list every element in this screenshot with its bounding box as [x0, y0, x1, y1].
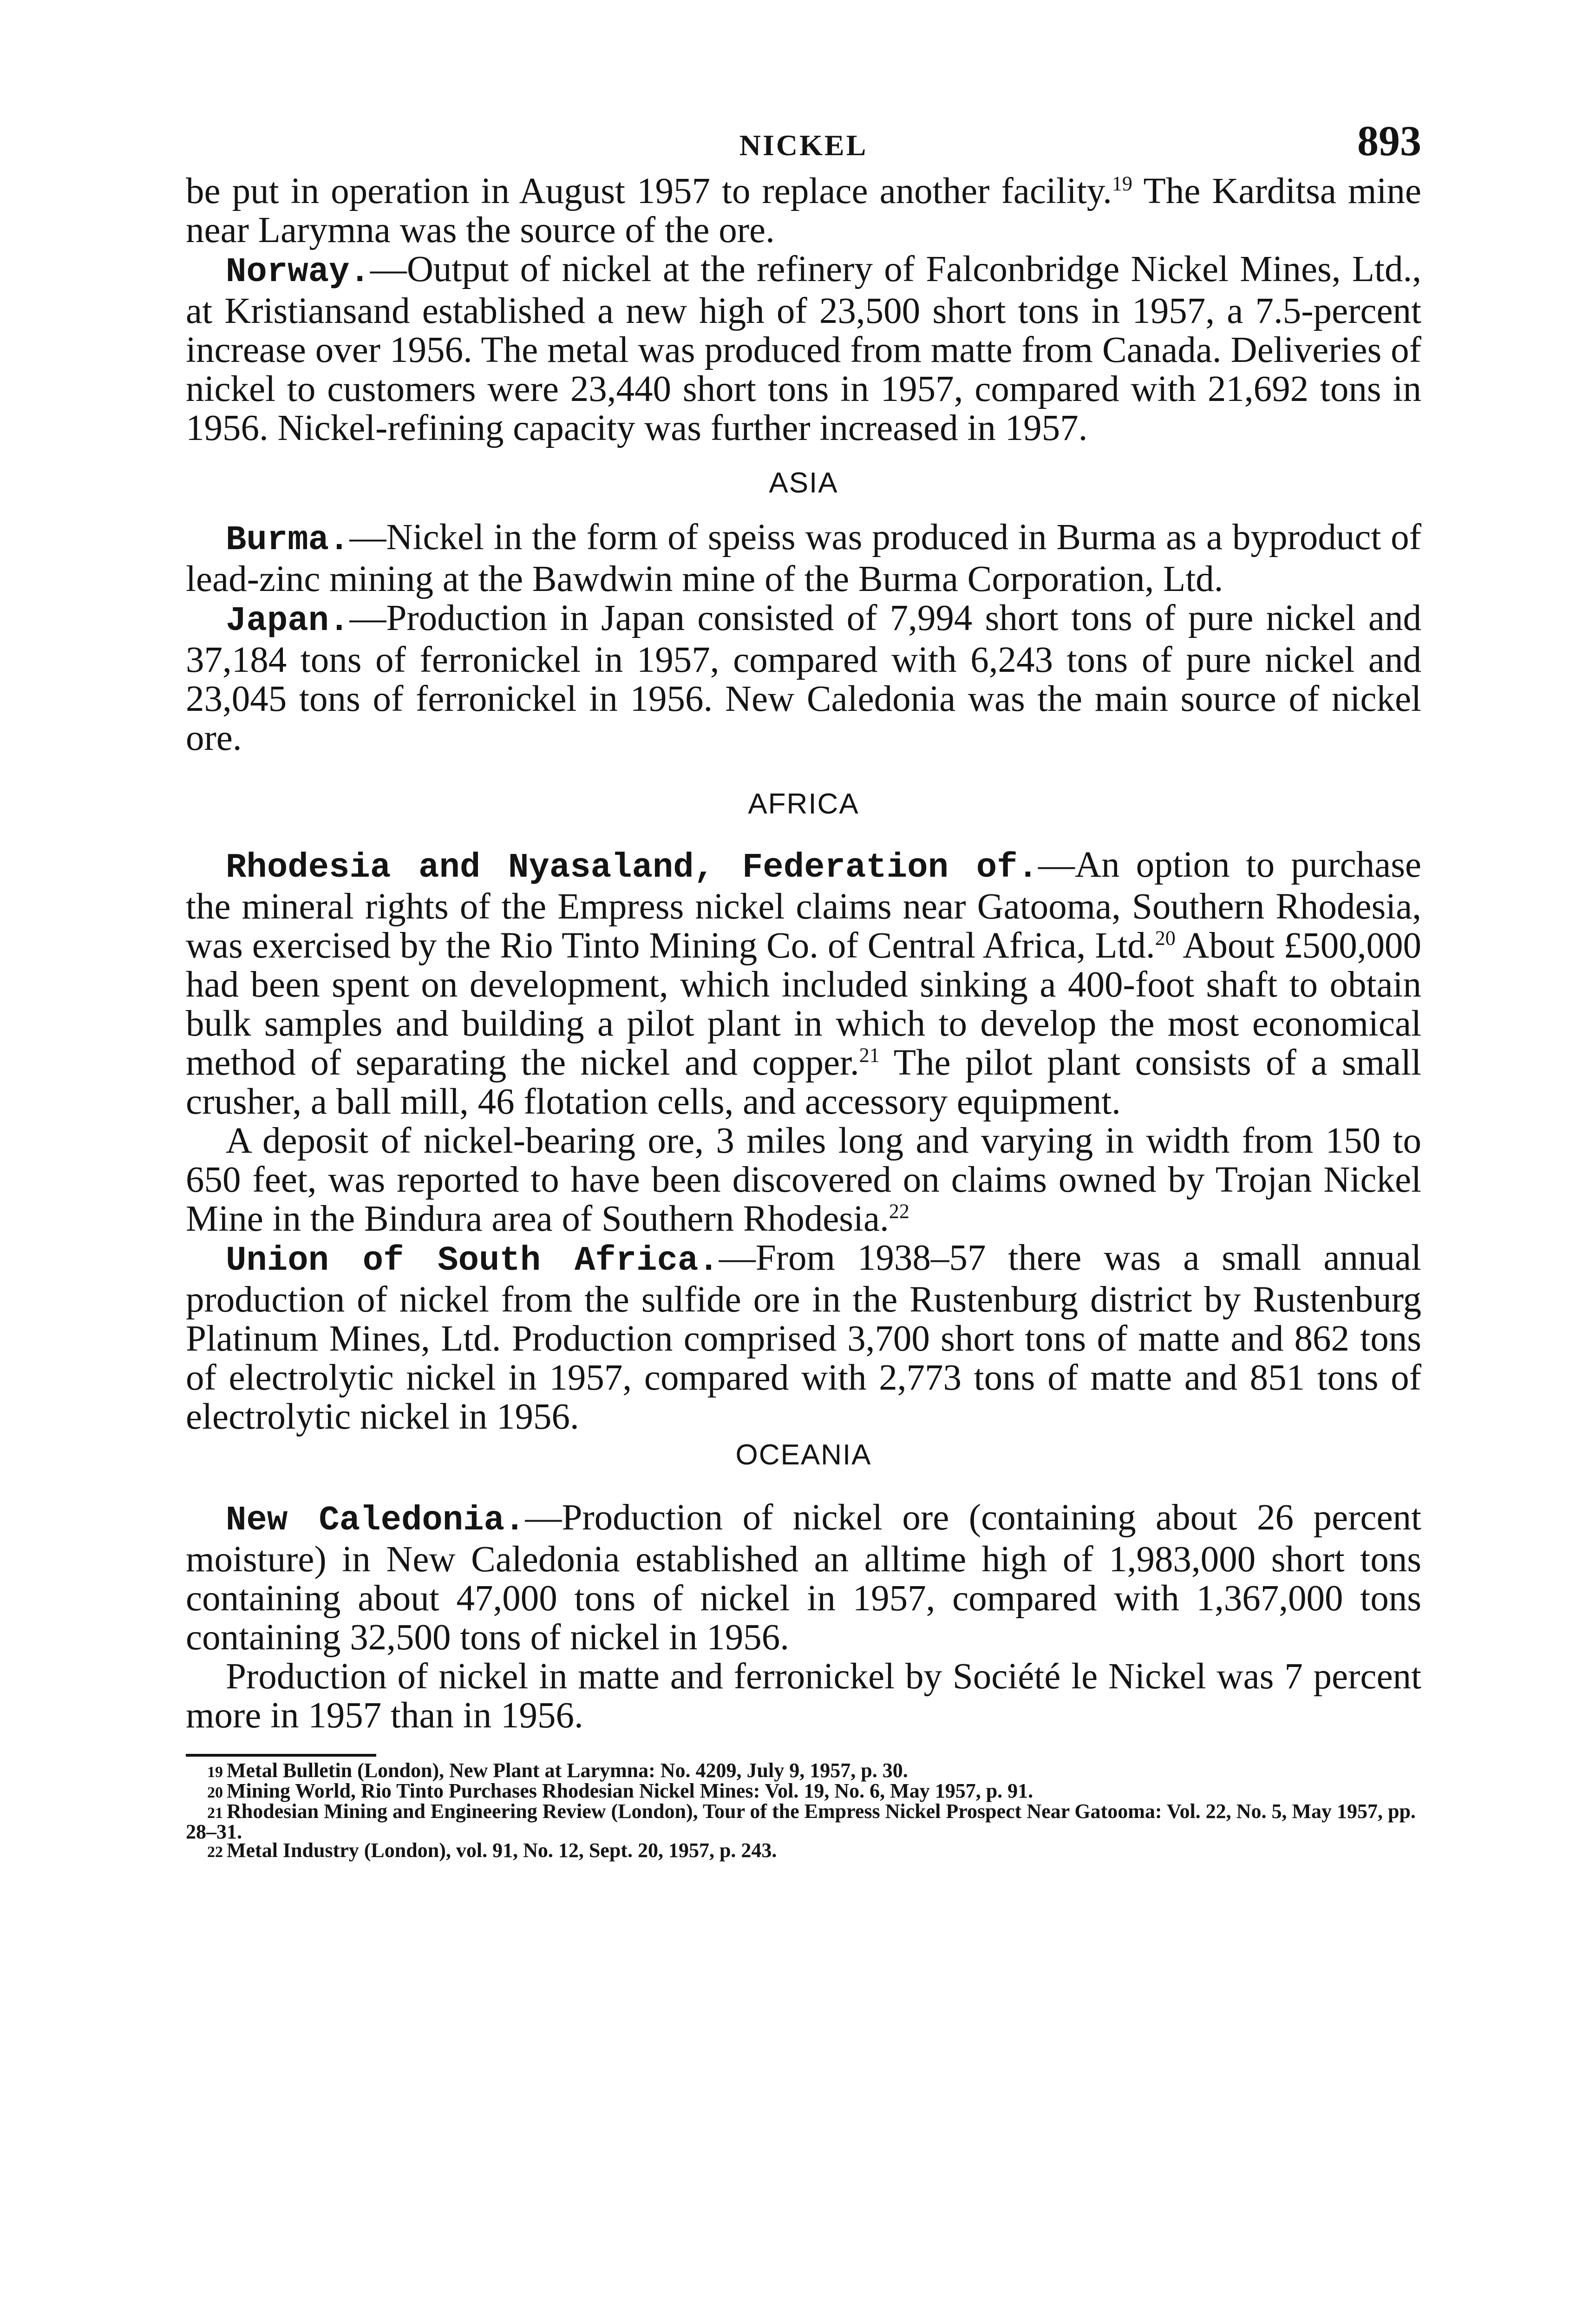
burma-text: —Nickel in the form of speiss was produced in Burma as a byproduct of lead-zinc mining at the Bawdwin mine of the Burma Corporation, Ltd.	[186, 517, 1421, 599]
rhodesia-text-2: About £500,000 had been spent on development, which included sinking a 400-foot shaft to obtain bulk samples and building a pilot plant in which to develop the most economical method of separating the nickel and copper.	[186, 925, 1421, 1083]
japan-paragraph	[186, 599, 1421, 758]
footnote-text: Metal Bulletin (London), New Plant at Larymna: No. 4209, July 9, 1957, p. 30.	[227, 1759, 908, 1782]
footnote-text: Metal Industry (London), vol. 91, No. 12, Sept. 20, 1957, p. 243.	[227, 1839, 777, 1862]
footnote-number: 21	[207, 1805, 223, 1822]
new-caledonia-paragraph	[186, 1498, 1421, 1657]
page-number: 893	[1357, 117, 1421, 164]
rhodesia-paragraph	[186, 846, 1421, 1122]
rhodesia-text-3: The pilot plant consists of a small crusher, a ball mill, 46 flotation cells, and accessory equipment.	[186, 1043, 1422, 1122]
footnote-ref-19[interactable]: 19	[1112, 172, 1132, 195]
running-header	[186, 116, 1421, 172]
intro-text-1: be put in operation in August 1957 to replace another facility.	[186, 171, 1112, 211]
intro-text-2: The Karditsa mine near Larymna was the source of the ore.	[186, 171, 1422, 250]
footnote-number: 19	[207, 1764, 223, 1781]
intro-paragraph	[186, 172, 1421, 250]
norway-paragraph	[186, 250, 1421, 448]
footnote-21	[186, 1802, 1421, 1841]
running-title: NICKEL	[739, 129, 868, 162]
footnote-22	[186, 1841, 1421, 1862]
south-africa-paragraph	[186, 1239, 1421, 1437]
new-caledonia-runin-heading: New Caledonia.	[226, 1501, 525, 1540]
footnote-20	[186, 1779, 1421, 1802]
south-africa-text: —From 1938–57 there was a small annual production of nickel from the sulfide ore in the Rustenburg district by Rustenburg Platinum Mines, Ltd. Production comprised 3,700 short tons of matte and 862 tons of electrolytic nickel in 1957, compared with 2,773 tons of matte and 851 tons of electrolytic nickel in 1956.	[186, 1238, 1421, 1437]
footnote-ref-22[interactable]: 22	[889, 1200, 909, 1223]
section-heading-africa: AFRICA	[748, 788, 859, 820]
footnote-text: Mining World, Rio Tinto Purchases Rhodesian Nickel Mines: Vol. 19, No. 6, May 1957, p. 91.	[227, 1779, 1033, 1802]
burma-paragraph	[186, 518, 1421, 599]
norway-runin-heading: Norway.	[226, 253, 370, 292]
section-heading-oceania: OCEANIA	[735, 1439, 872, 1471]
footnote-ref-20[interactable]: 20	[1155, 926, 1176, 950]
section-heading-asia: ASIA	[769, 467, 838, 499]
footnote-text: Rhodesian Mining and Engineering Review (London), Tour of the Empress Nickel Prospect Near Gatooma: Vol. 22, No. 5, May 1957, pp. 28–31.	[186, 1800, 1416, 1843]
footnotes	[186, 1761, 1421, 1862]
footnote-number: 22	[207, 1844, 223, 1861]
matte-paragraph: Production of nickel in matte and ferronickel by Société le Nickel was 7 percent more in 1957 than in 1956.	[186, 1656, 1421, 1736]
japan-runin-heading: Japan.	[226, 602, 350, 641]
burma-runin-heading: Burma.	[226, 521, 350, 560]
new-caledonia-text: —Production of nickel ore (containing about 26 percent moisture) in New Caledonia established an alltime high of 1,983,000 short tons containing about 47,000 tons of nickel in 1957, compared with 1,367,000 tons containing 32,500 tons of nickel in 1956.	[186, 1497, 1421, 1658]
norway-text: —Output of nickel at the refinery of Falconbridge Nickel Mines, Ltd., at Kristiansand established a new high of 23,500 short tons in 1957, a 7.5-percent increase over 1956. The metal was produced from matte from Canada. Deliveries of nickel to customers were 23,440 short tons in 1957, compared with 21,692 tons in 1956. Nickel-refining capacity was further increased in 1957.	[186, 249, 1421, 448]
japan-text: —Production in Japan consisted of 7,994 short tons of pure nickel and 37,184 tons of ferronickel in 1957, compared with 6,243 tons of pure nickel and 23,045 tons of ferronickel in 1956. New Caledonia was the main source of nickel ore.	[186, 598, 1421, 758]
footnote-number: 20	[207, 1784, 223, 1801]
footnote-ref-21[interactable]: 21	[859, 1043, 880, 1067]
footnote-19	[186, 1761, 1421, 1782]
rhodesia-text-1: —An option to purchase the mineral rights of the Empress nickel claims near Gatooma, Southern Rhodesia, was exercised by the Rio Tinto Mining Co. of Central Africa, Ltd.	[186, 845, 1421, 966]
document-page	[186, 116, 1421, 1862]
deposit-text: A deposit of nickel-bearing ore, 3 miles long and varying in width from 150 to 650 feet, was reported to have been discovered on claims owned by Trojan Nickel Mine in the Bindura area of Southern Rhodesia.	[186, 1121, 1421, 1239]
deposit-paragraph	[186, 1122, 1421, 1239]
south-africa-runin-heading: Union of South Africa.	[226, 1241, 719, 1280]
footnote-divider	[186, 1754, 376, 1757]
rhodesia-runin-heading: Rhodesia and Nyasaland, Federation of.	[226, 848, 1038, 887]
